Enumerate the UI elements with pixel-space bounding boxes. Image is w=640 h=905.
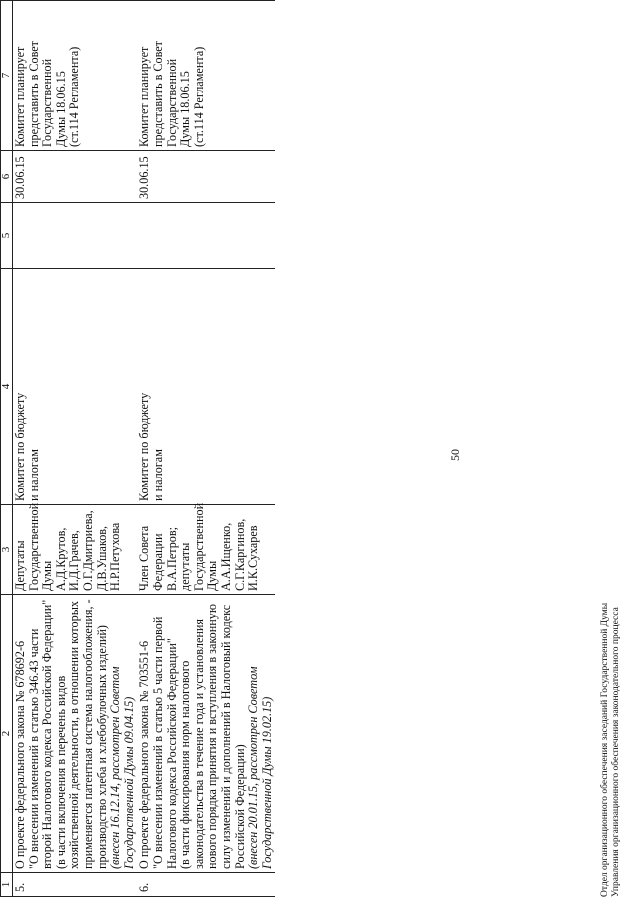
footer-department: Отдел организационного обеспечения заседаний Государственной Думы: [600, 602, 610, 897]
column-header-2: 2: [1, 595, 13, 873]
plan-line: (ст.114 Регламента): [67, 46, 82, 147]
column-header-7: 7: [1, 1, 13, 151]
bill-description: [13, 595, 138, 873]
column-5-cell: [13, 203, 138, 269]
table-row: [137, 1, 275, 897]
bill-authors: [13, 502, 138, 595]
author-line: Государственной: [26, 502, 41, 591]
plan-line: Думы 18.06.15: [53, 71, 68, 147]
deadline-date: 30.06.15: [137, 151, 275, 203]
author-line: Член Совета: [137, 525, 152, 591]
author-line: А.А.Ищенко,: [218, 522, 233, 591]
author-line: Думы: [205, 560, 220, 591]
page-number: 50: [448, 449, 462, 461]
table-row: [13, 1, 138, 897]
author-line: Н.Р.Петухова: [108, 522, 123, 591]
row-number: 5.: [13, 873, 138, 897]
column-header-5: 5: [1, 203, 13, 269]
plan-line: Государственной: [164, 58, 179, 147]
column-5-cell: [137, 203, 275, 269]
plan-line: Государственной: [40, 58, 55, 147]
bill-description: [137, 595, 275, 873]
bill-status: (внесен 20.01.15, рассмотрен Советом Государственной Думы 19.02.15): [246, 666, 274, 869]
bill-subject: (в части фиксирования норм налогового законодательства в течение года и установления нового порядка принятия и вступления в законную силу изменений и дополнений в Налоговый кодекс Российской Федерации): [178, 604, 247, 869]
column-header-6: 6: [1, 151, 13, 203]
document-footer: [600, 603, 622, 897]
committee-plan: [137, 1, 275, 151]
author-line: Федерации: [150, 533, 165, 591]
column-header-1: 1: [1, 873, 13, 897]
author-line: Государственной: [191, 502, 206, 591]
committee-line: Комитет по бюджету: [137, 392, 152, 501]
committee-line: и налогам: [26, 449, 41, 501]
plan-line: Думы 18.06.15: [178, 71, 193, 147]
responsible-committee: [13, 269, 138, 505]
deadline-date: 30.06.15: [13, 151, 138, 203]
footer-directorate: Управления организационного обеспечения законодательного процесса: [611, 607, 621, 897]
committee-plan: [13, 1, 138, 151]
author-line: И.Д.Грачев,: [67, 530, 82, 591]
author-line: В.А.Петров;: [164, 526, 179, 591]
column-number-header: [1, 1, 13, 897]
plan-line: Комитет планирует: [13, 46, 27, 147]
committee-line: и налогам: [150, 449, 165, 501]
author-line: депутаты: [178, 542, 193, 591]
author-line: Депутаты: [13, 540, 27, 591]
author-line: Д.В.Ушаков,: [94, 525, 109, 591]
author-line: А.Д.Крутов,: [53, 527, 68, 591]
author-line: И.К.Сухарев: [246, 525, 261, 591]
bill-authors: [137, 502, 275, 595]
bill-name: "О внесении изменений в статью 5 части первой Налогового кодекса Российской Федерации": [150, 616, 179, 869]
plan-line: (ст.114 Регламента): [191, 46, 206, 147]
author-line: С.Г.Каргинов,: [232, 518, 247, 591]
author-line: Думы: [40, 560, 55, 591]
column-header-4: 4: [1, 269, 13, 505]
bill-title: О проекте федерального закона № 703551-6: [137, 640, 152, 869]
committee-line: Комитет по бюджету: [13, 392, 27, 501]
author-line: О.Г.Дмитриева,: [80, 510, 95, 591]
row-number: 6.: [137, 873, 275, 897]
bills-table: [0, 0, 275, 897]
bill-name: "О внесении изменений в статью 346.43 части второй Налогового кодекса Российской Федерации": [26, 599, 55, 869]
bill-status: (внесен 16.12.14, рассмотрен Советом Государственной Думы 09.04.15): [108, 666, 136, 869]
plan-line: представить в Совет: [150, 40, 165, 147]
column-header-3: 3: [1, 505, 13, 595]
bill-title: О проекте федерального закона № 678692-6: [13, 640, 27, 869]
bill-subject: (в части включения в перечень видов хозяйственной деятельности, в отношении которых применяется патентная система налогообложения, - производство хлеба и хлебобулочных изделий): [53, 599, 109, 869]
plan-line: представить в Совет: [26, 40, 41, 147]
responsible-committee: [137, 269, 275, 505]
plan-line: Комитет планирует: [137, 46, 152, 147]
